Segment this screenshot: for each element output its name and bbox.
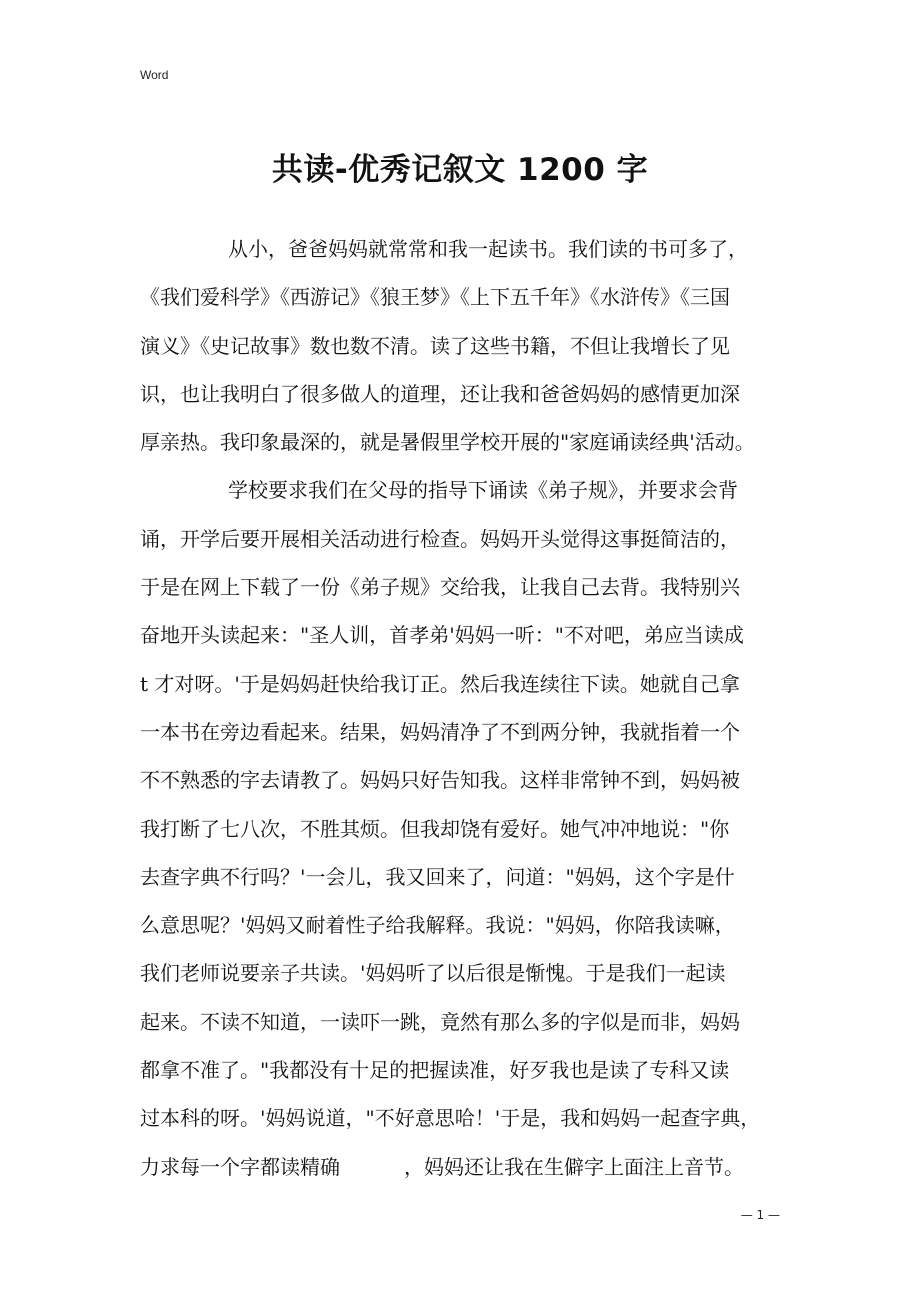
text-line: 过本科的呀。'妈妈说道，"不好意思哈！'于是，我和妈妈一起查字典，: [140, 1106, 761, 1131]
text-line: 于是在网上下载了一份《弟子规》交给我，让我自己去背。我特别兴: [140, 575, 740, 600]
document-body: [140, 225, 782, 1191]
document-title: 共读-优秀记叙文 1200 字: [271, 152, 649, 188]
text-line: 从小，爸爸妈妈就常常和我一起读书。我们读的书可多了，: [228, 237, 748, 261]
text-line: 去查字典不行吗？'一会儿，我又回来了，问道："妈妈，这个字是什: [140, 864, 735, 889]
text-line-last: [140, 1143, 782, 1191]
text-line: 不不熟悉的字去请教了。妈妈只好告知我。这样非常钟不到，妈妈被: [140, 768, 740, 793]
text-line: 我打断了七八次，不胜其烦。但我却饶有爱好。她气冲冲地说："你: [140, 816, 730, 841]
text-line: 都拿不准了。"我都没有十足的把握读准，好歹我也是读了专科又读: [140, 1058, 730, 1083]
text-line: 我们老师说要亲子共读。'妈妈听了以后很是惭愧。于是我们一起读: [140, 961, 726, 986]
text-fragment: 力求每一个字都读精确: [140, 1154, 340, 1179]
header-label: Word: [140, 68, 169, 82]
text-line: 《我们爱科学》《西游记》《狼王梦》《上下五千年》《水浒传》《三国: [140, 285, 730, 310]
text-line: 识，也让我明白了很多做人的道理，还让我和爸爸妈妈的感情更加深: [140, 381, 740, 406]
text-line: 奋地开头读起来："圣人训，首孝弟'妈妈一听："不对吧，弟应当读成: [140, 623, 744, 648]
text-line: t 才对呀。'于是妈妈赶快给我订正。然后我连续往下读。她就自己拿: [140, 671, 740, 696]
text-line: 学校要求我们在父母的指导下诵读《弟子规》，并要求会背: [228, 478, 738, 503]
text-line: 么意思呢？'妈妈又耐着性子给我解释。我说："妈妈，你陪我读嘛，: [140, 913, 735, 938]
text-fragment: ，妈妈还让我在生僻字上面注上音节。: [404, 1154, 744, 1179]
text-line: 起来。不读不知道，一读吓一跳，竟然有那么多的字似是而非，妈妈: [140, 1009, 740, 1034]
text-line: 厚亲热。我印象最深的，就是暑假里学校开展的"家庭诵读经典'活动。: [140, 430, 755, 455]
text-line: 诵，开学后要开展相关活动进行检查。妈妈开头觉得这事挺简洁的，: [140, 526, 740, 551]
text-line: 一本书在旁边看起来。结果，妈妈清净了不到两分钟，我就指着一个: [140, 719, 740, 744]
text-line: 演义》《史记故事》数也数不清。读了这些书籍，不但让我增长了见: [140, 333, 730, 358]
page-number: — 1 —: [740, 1208, 780, 1222]
